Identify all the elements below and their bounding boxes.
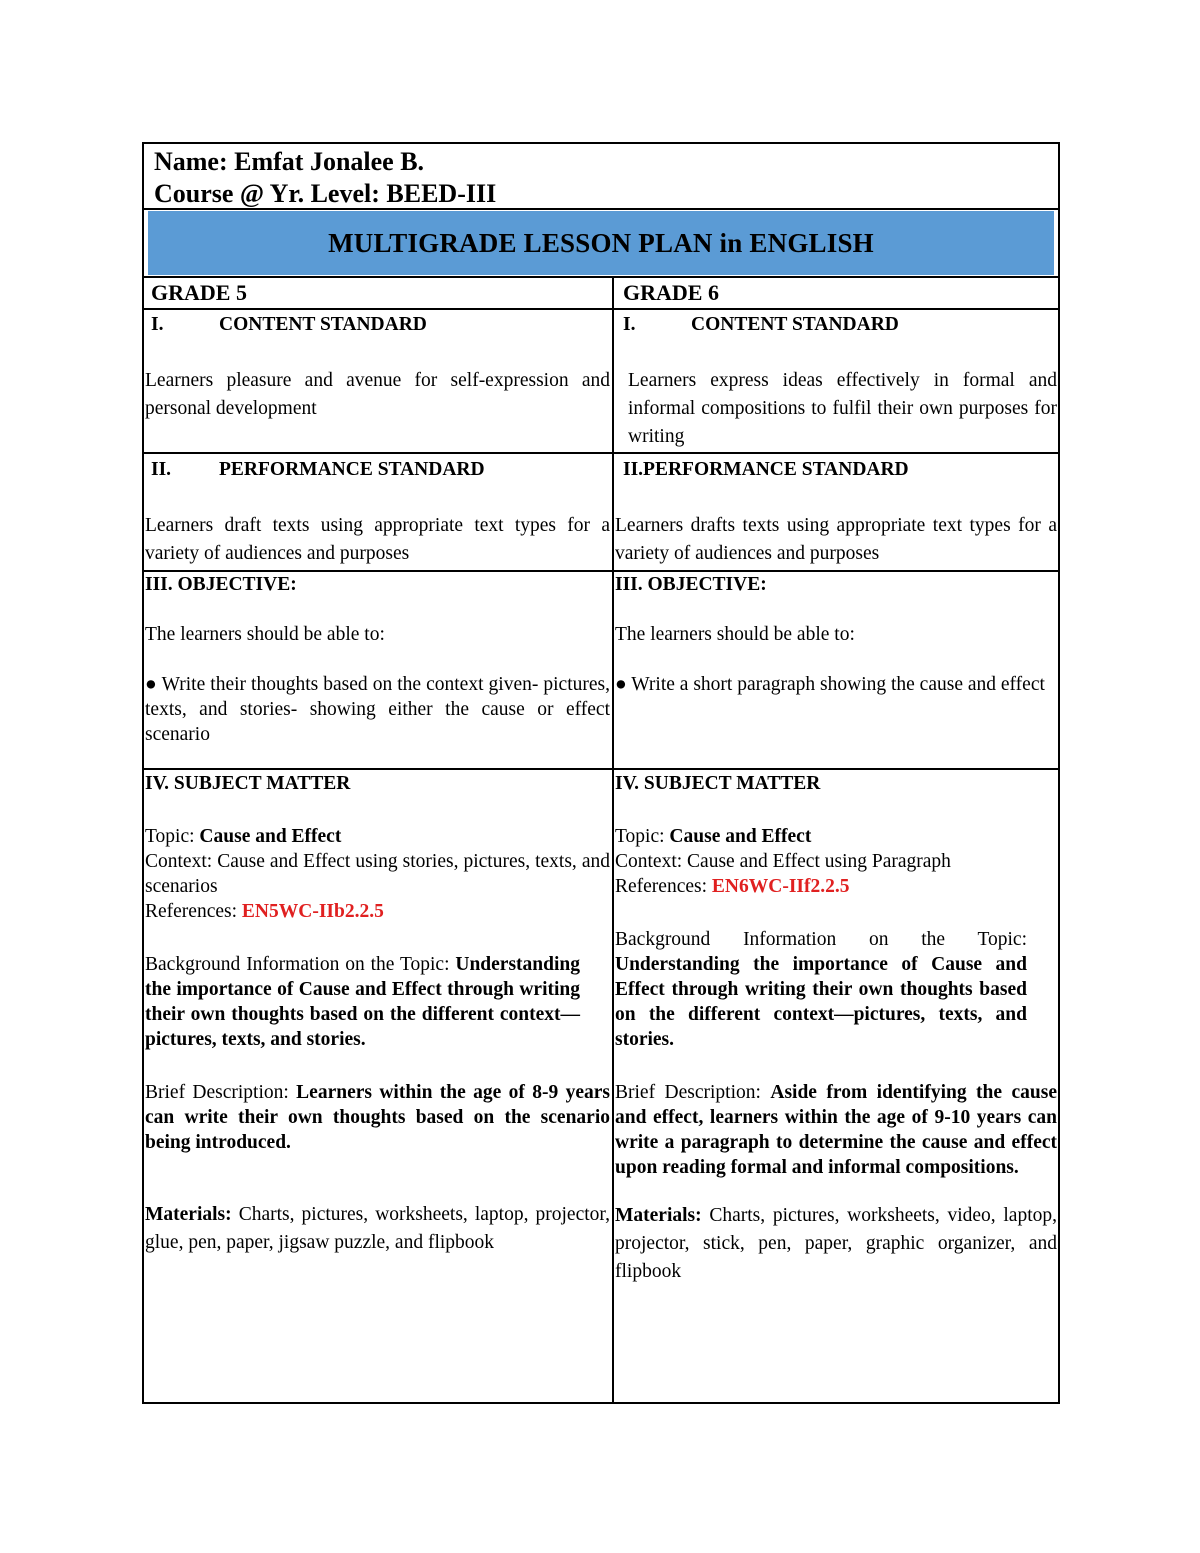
description-text: Learners within the age of 8-9 years can write their own thoughts based on the scenario being introduced.	[145, 1082, 610, 1153]
section-heading: III. OBJECTIVE:	[145, 574, 297, 595]
grade6-objective	[615, 572, 1059, 697]
performance-standard-text: Learners drafts texts using appropriate text types for a variety of audiences and purposes	[615, 515, 1057, 564]
description-label: Brief Description:	[145, 1082, 297, 1103]
background-block	[145, 952, 612, 1052]
description-label: Brief Description:	[615, 1082, 771, 1103]
context-text: Context: Cause and Effect using Paragraph	[615, 851, 951, 872]
section-number: I.	[623, 314, 636, 335]
topic-label: Topic:	[145, 826, 200, 847]
objective-intro: The learners should be able to:	[615, 624, 855, 645]
content-standard-text: Learners pleasure and avenue for self-expression and personal development	[145, 370, 610, 419]
grade5-performance-standard	[145, 456, 612, 568]
grade6-label: GRADE 6	[623, 280, 719, 305]
references-label: References:	[615, 876, 712, 897]
materials-block	[615, 1202, 1059, 1286]
course-level: Course @ Yr. Level: BEED-III	[154, 179, 497, 208]
materials-text: Charts, pictures, worksheets, laptop, projector, glue, pen, paper, jigsaw puzzle, and flipbook	[145, 1204, 610, 1253]
performance-standard-text: Learners draft texts using appropriate text types for a variety of audiences and purposes	[145, 515, 610, 564]
section-number: I.	[151, 314, 164, 335]
objective-bullet: ● Write a short paragraph showing the cause and effect	[615, 674, 1045, 695]
references-code: EN5WC-IIb2.2.5	[241, 901, 384, 922]
section-heading: IV. SUBJECT MATTER	[615, 773, 821, 794]
grade5-objective	[145, 572, 612, 747]
objective-intro: The learners should be able to:	[145, 624, 385, 645]
objective-bullet: ● Write their thoughts based on the context given- pictures, texts, and stories- showing either the cause or effect scenario	[145, 674, 610, 745]
grade6-content-standard	[615, 311, 1059, 451]
description-block	[145, 1080, 612, 1155]
lesson-plan-table	[142, 142, 1060, 1404]
row-divider	[144, 208, 1058, 210]
materials-block	[145, 1201, 612, 1257]
background-text: Understanding the importance of Cause and Effect through writing their own thoughts based on the different context—pictures, texts, and stories.	[145, 954, 580, 1050]
references-code: EN6WC-IIf2.2.5	[711, 876, 850, 897]
section-heading: IV. SUBJECT MATTER	[145, 773, 351, 794]
background-text: Understanding the importance of Cause and Effect through writing their own thoughts based on the different context—pictures, texts, and stories.	[615, 954, 1027, 1050]
grade5-content-standard	[145, 311, 612, 423]
materials-text: Charts, pictures, worksheets, video, laptop, projector, stick, pen, paper, graphic organizer, and flipbook	[615, 1205, 1057, 1282]
section-heading: III. OBJECTIVE:	[615, 574, 767, 595]
background-label: Background Information on the Topic:	[615, 929, 1027, 950]
row-divider	[144, 308, 1058, 310]
topic-value: Cause and Effect	[199, 826, 342, 847]
lesson-plan-title: MULTIGRADE LESSON PLAN in ENGLISH	[148, 211, 1054, 275]
section-heading: PERFORMANCE STANDARD	[219, 459, 485, 480]
materials-label: Materials:	[615, 1205, 702, 1226]
grade5-label: GRADE 5	[151, 280, 247, 305]
row-divider	[144, 452, 1058, 454]
section-heading: II.PERFORMANCE STANDARD	[623, 459, 909, 480]
grade6-subject-matter	[615, 771, 1059, 1286]
grade6-performance-standard	[615, 456, 1059, 568]
topic-value: Cause and Effect	[669, 826, 812, 847]
references-label: References:	[145, 901, 242, 922]
grade5-subject-matter	[145, 771, 612, 1257]
topic-label: Topic:	[615, 826, 670, 847]
background-label: Background Information on the Topic:	[145, 954, 456, 975]
section-number: II.	[151, 459, 172, 480]
section-heading: CONTENT STANDARD	[219, 314, 427, 335]
column-divider	[612, 276, 614, 1404]
context-text: Context: Cause and Effect using stories, pictures, texts, and scenarios	[145, 851, 610, 897]
section-heading: CONTENT STANDARD	[691, 314, 899, 335]
description-text: Aside from identifying the cause and effect, learners within the age of 9-10 years can write a paragraph to determine the cause and effect upon reading formal and informal compositions.	[615, 1082, 1057, 1178]
content-standard-text: Learners express ideas effectively in formal and informal compositions to fulfil their own purposes for writing	[628, 370, 1057, 447]
student-name: Name: Emfat Jonalee B.	[154, 147, 425, 176]
background-block	[615, 927, 1059, 1052]
row-divider	[144, 768, 1058, 770]
materials-label: Materials:	[145, 1204, 232, 1225]
description-block	[615, 1080, 1059, 1180]
